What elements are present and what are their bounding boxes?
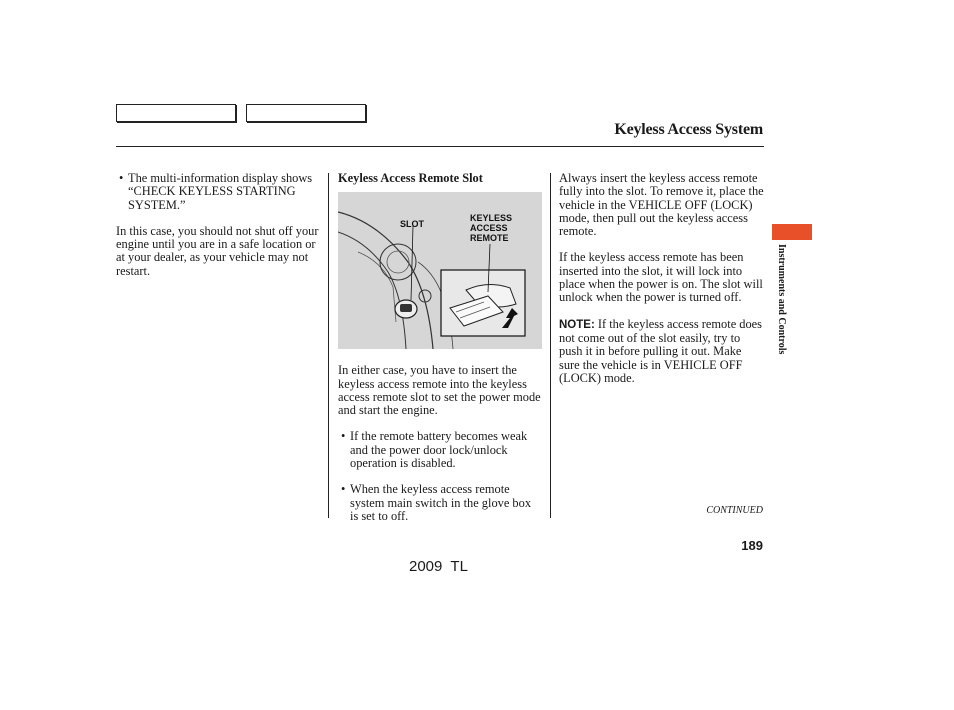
slot-illustration — [338, 192, 542, 349]
note-text: If the keyless access remote does not come out of the slot easily, try to push it in before pulling it out. Make sure the vehicle is in VEHICLE OFF (LOCK) mode. — [559, 316, 762, 385]
page-title: Keyless Access System — [614, 121, 763, 138]
bullet-item: • The multi-information display shows “CHECK KEYLESS STARTING SYSTEM.” — [116, 172, 322, 212]
page-number: 189 — [741, 538, 763, 553]
column-3 — [559, 172, 765, 398]
column-divider — [328, 173, 329, 518]
section-tab-marker — [772, 224, 812, 240]
slot-label: SLOT — [400, 219, 424, 230]
section-tab-label: Instruments and Controls — [776, 244, 787, 355]
column-divider — [550, 173, 551, 518]
bullet-item: • When the keyless access remote system main switch in the glove box is set to off. — [338, 483, 542, 523]
nav-box-next[interactable] — [246, 104, 366, 122]
bullet-item: • If the remote battery becomes weak and the power door lock/unlock operation is disabled. — [338, 430, 542, 470]
column-2 — [338, 172, 542, 536]
title-divider — [116, 146, 764, 147]
keyless-remote-label: KEYLESS ACCESS REMOTE — [470, 213, 513, 244]
note-paragraph — [559, 318, 765, 385]
column-1 — [116, 172, 322, 291]
continued-marker: CONTINUED — [706, 505, 763, 516]
paragraph: In either case, you have to insert the keyless access remote into the keyless access remote slot to set the power mode and start the engine. — [338, 363, 541, 418]
paragraph: In this case, you should not shut off your engine until you are in a safe location or at your dealer, as your vehicle may not restart. — [116, 223, 319, 278]
paragraph: Always insert the keyless access remote fully into the slot. To remove it, place the vehicle in the VEHICLE OFF (LOCK) mode, then pull out the keyless access remote. — [559, 171, 764, 239]
note-label: NOTE: — [559, 318, 595, 331]
nav-box-previous[interactable] — [116, 104, 236, 122]
section-subheading: Keyless Access Remote Slot — [338, 171, 483, 185]
model-year-footer: 2009 TL — [409, 558, 468, 575]
paragraph: If the keyless access remote has been inserted into the slot, it will lock into place when the power is on. The slot will unlock when the power is turned off. — [559, 250, 763, 305]
